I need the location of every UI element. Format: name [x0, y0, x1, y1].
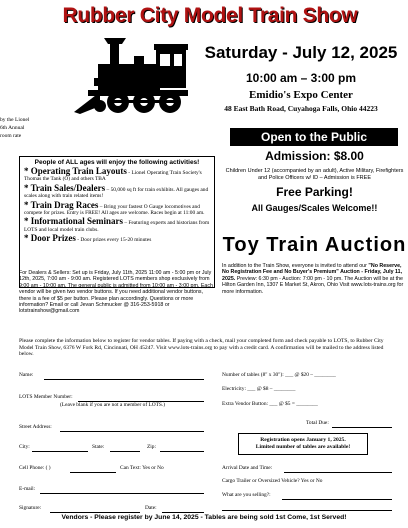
activity-title: * Operating Train Layouts	[24, 166, 127, 176]
selling-field[interactable]	[282, 499, 392, 500]
free-parking: Free Parking!	[276, 185, 353, 199]
total-due-field[interactable]	[332, 427, 392, 428]
auction-title: Toy Train Auction	[222, 236, 407, 256]
electricity-label[interactable]: Electricity: ___ @ $8 – ________	[222, 386, 296, 392]
activity-title: * Train Drag Races	[24, 199, 99, 210]
signature-label: Signature:	[19, 505, 42, 511]
event-time: 10:00 am – 3:00 pm	[245, 71, 357, 85]
event-date: Saturday - July 12, 2025	[204, 43, 398, 62]
event-address: 48 East Bath Road, Cuyahoga Falls, Ohio 44223	[224, 104, 378, 113]
auction-details: Preview: 6:30 pm - Auction: 7:00 pm - 10 pm. The Auction will be at the Hilton Garden Inn, 1307 E Market St, Akron, Ohio Visit www.lots-trains.org for more information.	[222, 275, 404, 295]
signature-field[interactable]	[50, 512, 140, 513]
activities-box	[19, 156, 215, 288]
activity-title: * Train Sales/Dealers	[24, 182, 106, 193]
city-field[interactable]	[32, 451, 88, 452]
activity-desc: - Door prizes every 15-20 minutes	[77, 237, 152, 244]
name-label: Name:	[19, 372, 34, 378]
activity-item	[24, 182, 210, 200]
activity-desc: – Bring your fastest O Gauge locomotives and compete for prizes. Entry is FREE! All ages are welcome. Races begin at 11:00 am.	[24, 203, 205, 217]
auction-intro: In addition to the Train Show, everyone is invited to attend our	[222, 263, 367, 269]
phone-field[interactable]	[70, 472, 116, 473]
activity-title: * Informational Seminars	[24, 216, 123, 227]
tables-label[interactable]: Number of tables (8" x 30"): ___ @ $20 – ________	[222, 372, 336, 378]
locomotive-image	[70, 34, 190, 118]
zip-field[interactable]	[160, 451, 204, 452]
activity-item	[24, 199, 210, 217]
registration-opens: Registration opens January 1, 2025.	[260, 437, 346, 443]
footer-note: Vendors - Please register by June 14, 2025 - Tables are being sold 1st Come, 1st Served!	[61, 514, 347, 521]
activity-desc: – 50,000 sq ft for train exhibits. All gauges and scales along with train related items!	[24, 186, 209, 200]
activity-desc: – Featuring experts and historians from LOTS and local model train clubs.	[24, 220, 210, 233]
selling-field-line2[interactable]	[222, 510, 392, 511]
admission-note: Children Under 12 (accompanied by an adult), Active Military, Firefighters and Police Officers w/ ID – Admission is FREE	[225, 168, 404, 181]
street-field[interactable]	[60, 431, 204, 432]
registration-limited: Limited number of tables are available!	[255, 444, 351, 450]
total-due-label: Total Due:	[306, 420, 329, 426]
side-note-line: by the Lionel	[0, 117, 30, 123]
state-field[interactable]	[110, 451, 140, 452]
side-note-line: room rate	[0, 133, 22, 139]
activities-intro: People of ALL ages will enjoy the following activities!	[34, 159, 200, 166]
auction-highlight: "No Reserve, No Registration Fee and No Buyer's Premium" Auction - Friday, July 11, 2025.	[222, 263, 403, 282]
date-label: Date:	[145, 505, 157, 511]
activity-item	[24, 218, 210, 233]
arrival-field[interactable]	[284, 472, 392, 473]
member-note: (Leave blank if you are not a member of LOTS.)	[60, 402, 166, 408]
event-venue: Emidio's Expo Center	[249, 89, 353, 101]
extra-button-label[interactable]: Extra Vendor Button: ___ @ $5 = ________	[222, 401, 318, 407]
auction-text	[222, 263, 407, 295]
activity-item	[24, 168, 210, 183]
registration-instructions: Please complete the information below to register for vendor tables. If paying with a check, mail your completed form and check payable to LOTS, to Rubber City Model Train Show, 6376 W Fork Rd, Cincinnati, OH 45247. Visit www.lots-trains.org to pay with a credit card. A confirmation will be mailed to the address listed below.	[19, 338, 384, 358]
street-label: Street Address:	[19, 424, 52, 430]
page-title: Rubber City Model Train Show	[62, 4, 358, 27]
gauges-welcome: All Gauges/Scales Welcome!!	[251, 203, 378, 213]
activity-title: * Door Prizes	[24, 233, 76, 244]
email-label: E-mail:	[19, 486, 36, 492]
phone-label: Cell Phone: ( )	[19, 465, 51, 471]
member-label: LOTS Member Number:	[19, 394, 73, 400]
city-label: City:	[19, 444, 30, 450]
admission-price: Admission: $8.00	[265, 149, 364, 163]
date-field[interactable]	[162, 512, 204, 513]
activity-desc: - Lionel Operating Train Society's Thomas the Tank (O) and others TBA	[24, 170, 202, 183]
dealers-info: For Dealers & Sellers: Set up is Friday, July 11th, 2025 11:00 am - 5:00 pm or July 12th, 2025, 7:00 am - 9:00 am. Registered LOTS members shop exclusively from 9:00 am - 10:00 am. The general public is admitted from 10:00 am - 3:00 pm. Each vendor will be given two vendor buttons. If you need additional vendor buttons, there is a fee of $5 per button. Please plan accordingly. Questions or more information? Email or call Jevan Schmucker @ 316-253-5918 or lotstrainshow@gmail.com	[19, 270, 213, 315]
state-label: State:	[92, 444, 105, 450]
side-note-line: 6th Annual	[0, 125, 25, 131]
zip-label: Zip:	[147, 444, 156, 450]
email-field[interactable]	[40, 493, 204, 494]
arrival-label: Arrival Date and Time:	[222, 465, 273, 471]
registration-notice	[238, 433, 368, 455]
name-field[interactable]	[44, 379, 204, 380]
activity-item	[24, 235, 210, 243]
selling-label: What are you selling?:	[222, 492, 271, 498]
cargo-label[interactable]: Cargo Trailer or Oversized Vehicle? Yes or No	[222, 478, 323, 484]
can-text-label: Can Text: Yes or No	[120, 465, 164, 471]
open-to-public-banner: Open to the Public	[230, 128, 398, 146]
